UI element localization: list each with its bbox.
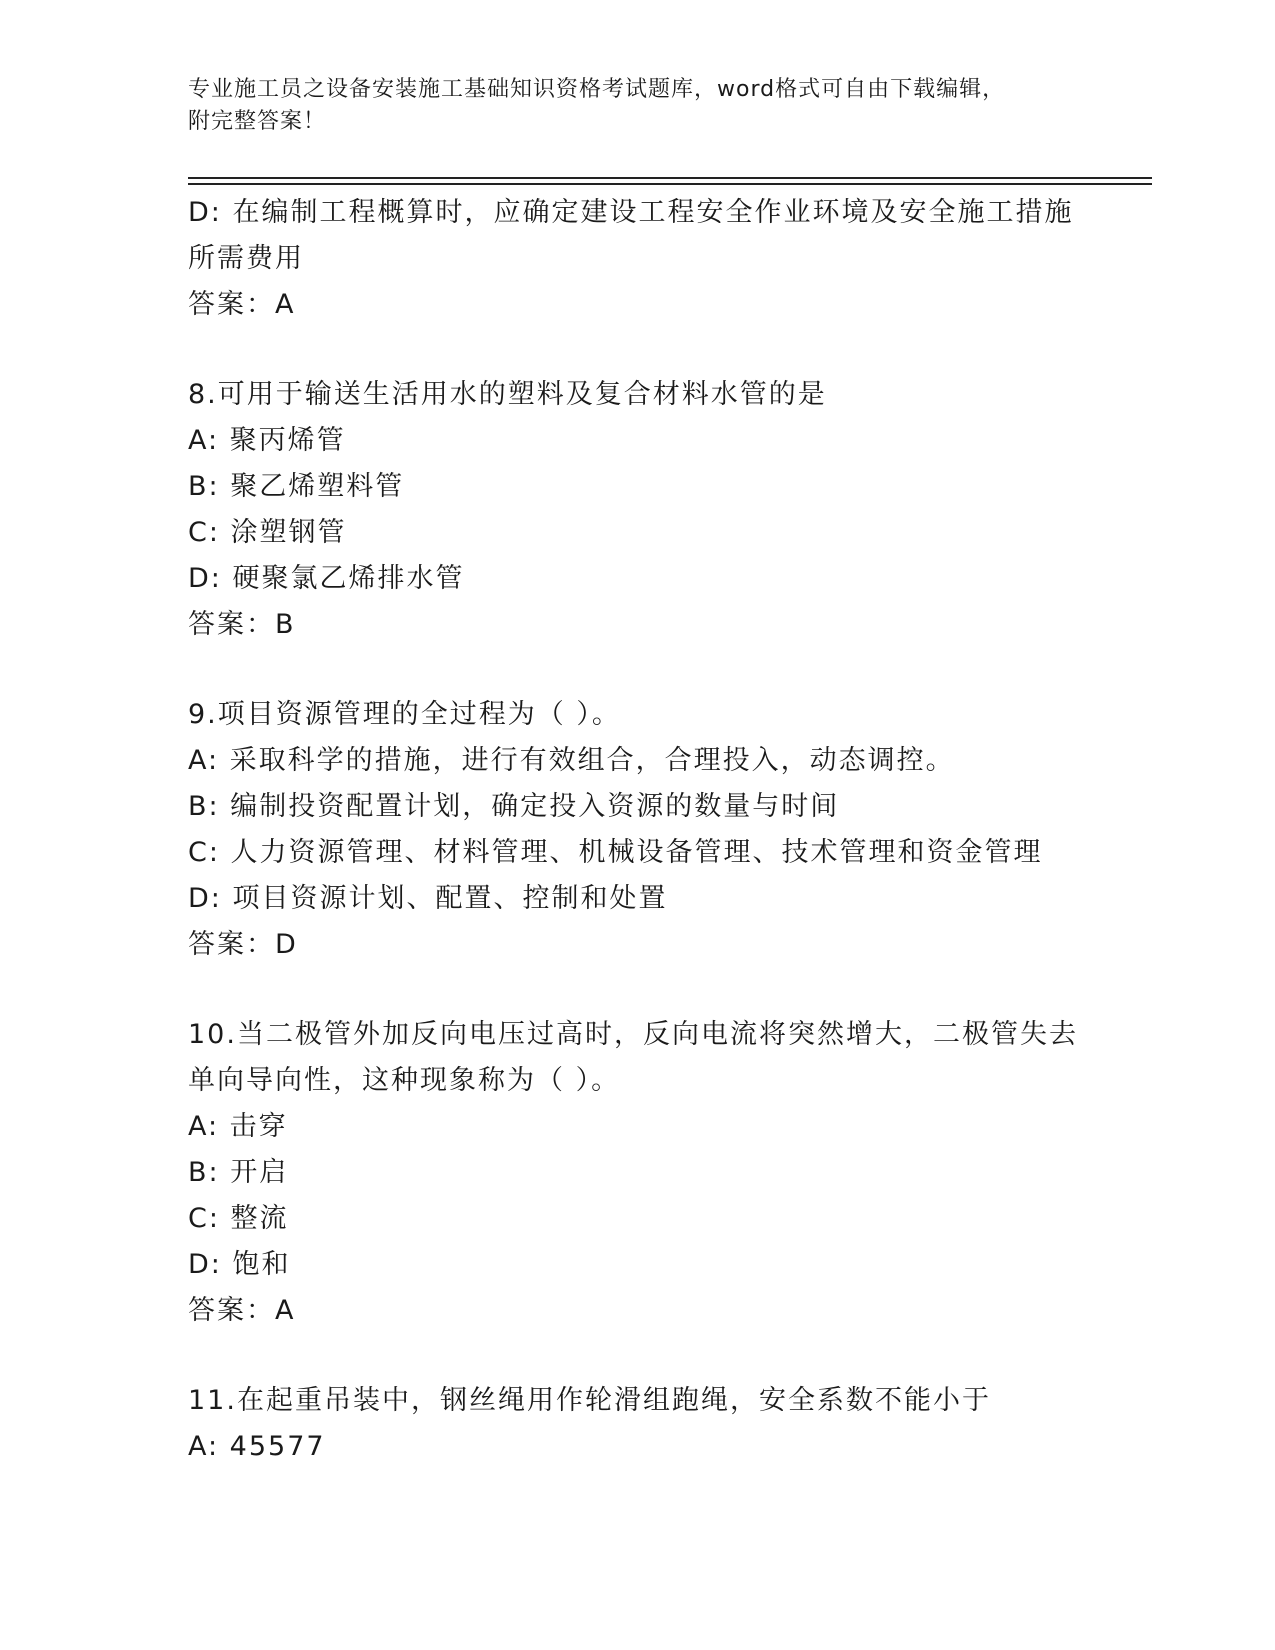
question-stem-continued: 单向导向性，这种现象称为（ ）。 [188,1065,621,1096]
option-a: A: 采取科学的措施，进行有效组合，合理投入，动态调控。 [188,745,955,776]
header-title-line-2: 附完整答案！ [188,109,327,134]
option-a: A: 聚丙烯管 [188,425,346,456]
header-title-line-1: 专业施工员之设备安装施工基础知识资格考试题库，word格式可自由下载编辑， [188,77,1006,102]
answer: 答案：A [188,1295,296,1326]
answer: 答案：A [188,289,296,320]
answer: 答案：D [188,929,298,960]
question-block-9 [188,692,1088,968]
spacer [188,1334,1088,1378]
question-block-11 [188,1378,1088,1470]
header-divider-top [188,177,1152,179]
option-d: D: 在编制工程概算时，应确定建设工程安全作业环境及安全施工措施 [188,197,1074,228]
question-block-10 [188,1012,1088,1334]
spacer [188,968,1088,1012]
option-c: C: 整流 [188,1203,289,1234]
option-c: C: 涂塑钢管 [188,517,347,548]
answer: 答案：B [188,609,296,640]
question-block-8 [188,372,1088,648]
option-b: B: 开启 [188,1157,289,1188]
option-d-continued: 所需费用 [188,243,304,274]
option-d: D: 硬聚氯乙烯排水管 [188,563,465,594]
question-stem: 9.项目资源管理的全过程为（ ）。 [188,699,621,730]
option-a: A: 45577 [188,1431,326,1462]
option-d: D: 饱和 [188,1249,291,1280]
question-list [188,190,1088,1470]
spacer [188,648,1088,692]
spacer [188,328,1088,372]
header-divider-bottom [188,183,1152,185]
question-block-prev [188,190,1088,328]
option-c: C: 人力资源管理、材料管理、机械设备管理、技术管理和资金管理 [188,837,1043,868]
option-b: B: 编制投资配置计划，确定投入资源的数量与时间 [188,791,840,822]
question-stem: 8.可用于输送生活用水的塑料及复合材料水管的是 [188,379,827,410]
option-d: D: 项目资源计划、配置、控制和处置 [188,883,668,914]
document-header [188,74,1088,138]
option-b: B: 聚乙烯塑料管 [188,471,405,502]
question-stem: 11.在起重吊装中，钢丝绳用作轮滑组跑绳，安全系数不能小于 [188,1385,991,1416]
question-stem: 10.当二极管外加反向电压过高时，反向电流将突然增大，二极管失去 [188,1019,1078,1050]
option-a: A: 击穿 [188,1111,288,1142]
